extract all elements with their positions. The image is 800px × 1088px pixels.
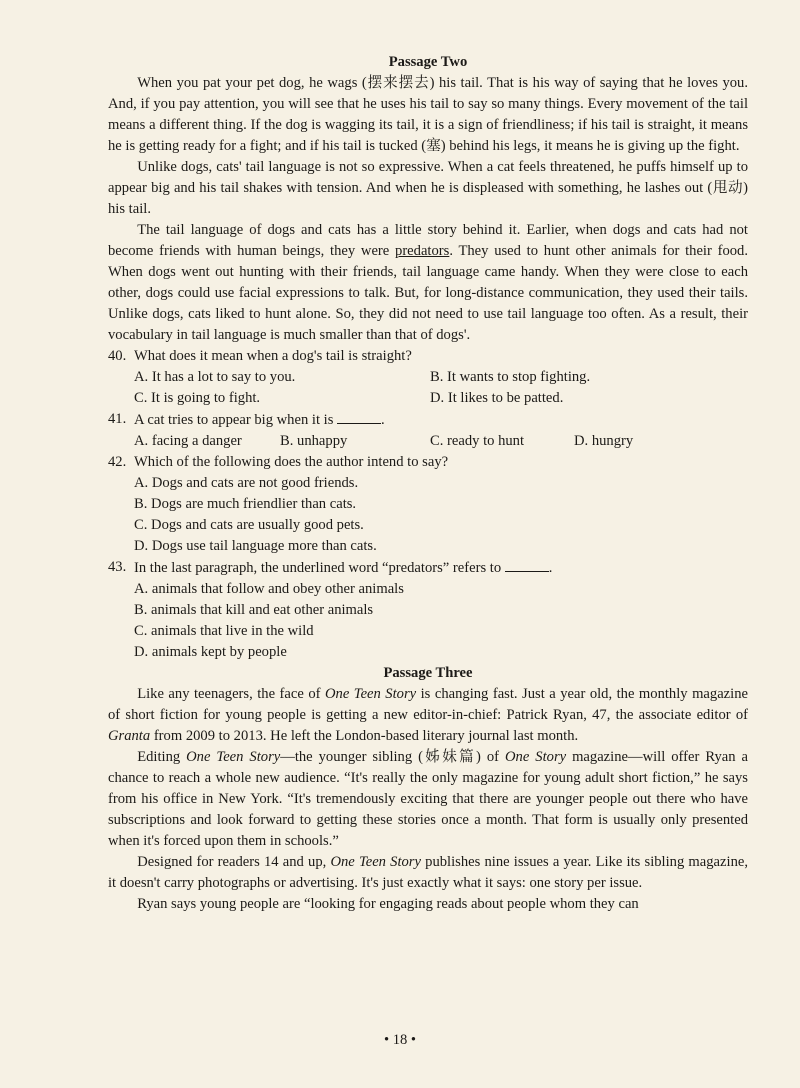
passage-three-title: Passage Three [383,665,473,681]
option-d: D. animals kept by people [134,644,287,660]
question-text-a: A cat tries to appear big when it is [134,412,338,428]
option-d: D. It likes to be patted. [430,390,564,406]
option-b: B. unhappy [280,433,348,449]
option-c: C. ready to hunt [430,433,525,449]
magazine-title: One Teen Story [324,686,417,702]
passage-two-paragraph-1: When you pat your pet dog, he wags (摆来摆去) his tail. That is his way of saying that he loves you. And, if you pay attention, you will see that he uses his tail to say so many things. Every movement of the tail means a different thing. If the dog is wagging its tail, it is a sign of friendliness; if his tail is straight, it means he is getting ready for a fight; and if his tail is tucked (塞) behind his legs, it means he is giving up the fight. [108,75,748,154]
question-text-b: . [548,560,553,576]
question-number: 41. [108,411,127,427]
underlined-word-predators: predators [395,243,450,259]
text: Like any teenagers, the face of [137,686,325,702]
answer-blank [337,409,381,424]
text: publishes nine issues a year. Like its sibling magazine, it doesn't carry photographs or advertising. It's just exactly what it says: one story per issue. [108,854,748,891]
question-40-options-row-2 [108,388,748,409]
passage-two-paragraph-2: Unlike dogs, cats' tail language is not so expressive. When a cat feels threatened, he puffs himself up to appear big and his tail shakes with tension. And when he is displeased with something, he lashes out (甩动) his tail. [108,159,748,217]
question-text [134,409,385,431]
question-40 [108,346,748,367]
passage-three-paragraph-2 [108,747,748,852]
magazine-title: One Teen Story [186,749,281,765]
option-d: D. Dogs use tail language more than cats. [134,538,377,554]
text: from 2009 to 2013. He left the London-based literary journal last month. [150,728,579,744]
question-text [134,557,552,579]
page-number: • 18 • [383,1032,417,1048]
option-c: C. It is going to fight. [134,390,261,406]
journal-title: Granta [108,728,151,744]
magazine-title: One Teen Story [330,854,421,870]
question-number: 43. [108,559,127,575]
text: —the younger sibling (姊妹篇) of [280,749,506,765]
p3-text-b: . They used to hunt other animals for their food. When dogs went out hunting with their friends, tail language came handy. When they were close to each other, dogs could use facial expressions to talk. But, for long-distance communication, they used their tails. Unlike dogs, cats liked to hunt alone. So, they did not need to use tail language too often. As a result, their vocabulary in tail language is much smaller than that of dogs'. [108,243,748,343]
question-41-options [108,431,748,452]
text: Designed for readers 14 and up, [137,854,331,870]
text: Editing [137,749,187,765]
question-number: 40. [108,348,127,364]
passage-three-paragraph-3 [108,852,748,894]
passage-three-paragraph-4: Ryan says young people are “looking for engaging reads about people whom they can [137,896,639,912]
question-40-options-row-1 [108,367,748,388]
question-43 [108,557,748,579]
option-a: A. Dogs and cats are not good friends. [134,475,359,491]
option-b: B. animals that kill and eat other animals [134,602,374,618]
question-number: 42. [108,454,127,470]
option-a: A. facing a danger [134,433,242,449]
text: is changing fast. Just a year old, the monthly magazine of short fiction for young people is getting a new editor-in-chief: Patrick Ryan, 47, the associate editor of [108,686,748,723]
answer-blank [505,557,549,572]
option-a: A. It has a lot to say to you. [134,369,296,385]
question-42 [108,452,748,473]
passage-two-title: Passage Two [388,54,468,70]
option-c: C. Dogs and cats are usually good pets. [134,517,364,533]
text: magazine—will offer Ryan a chance to reach a whole new audience. “It's really the only magazine for young adult short fiction,” he says from his office in New York. “It's tremendously exciting that there are younger people out there who have subscriptions and look forward to getting these stories once a month. That form is usually only presented when it's forced upon them in schools.” [108,749,748,849]
magazine-title: One Story [505,749,567,765]
question-text: What does it mean when a dog's tail is straight? [134,348,412,364]
p3-text-a: The tail language of dogs and cats has a little story behind it. Earlier, when dogs and cats had not become friends with human beings, they were [108,222,748,259]
option-b: B. Dogs are much friendlier than cats. [134,496,357,512]
passage-two-paragraph-3 [108,220,748,346]
option-c: C. animals that live in the wild [134,623,314,639]
question-text-a: In the last paragraph, the underlined word “predators” refers to [134,560,505,576]
option-a: A. animals that follow and obey other animals [134,581,404,597]
option-d: D. hungry [574,433,634,449]
option-b: B. It wants to stop fighting. [430,369,591,385]
question-text: Which of the following does the author intend to say? [134,454,449,470]
question-41 [108,409,748,431]
page-content [108,52,748,915]
question-text-b: . [381,412,385,428]
passage-three-paragraph-1 [108,684,748,747]
